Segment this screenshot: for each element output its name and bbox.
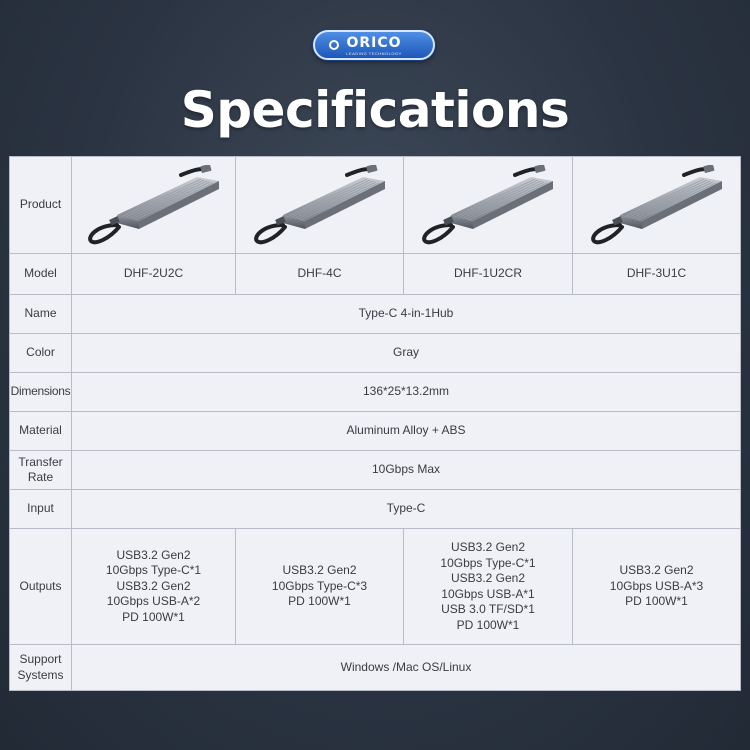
brand-name: ORICO xyxy=(346,35,402,51)
outputs-cell xyxy=(72,529,236,645)
name-row xyxy=(10,295,741,334)
spec-table xyxy=(9,156,741,691)
model-value: DHF-4C xyxy=(236,254,404,295)
dimensions-value: 136*25*13.2mm xyxy=(72,373,741,412)
product-cell xyxy=(404,157,573,254)
output-line: USB 3.0 TF/SD*1 xyxy=(441,602,535,616)
output-line: 10Gbps USB-A*3 xyxy=(609,578,704,593)
brand-tagline: LEADING TECHNOLOGY xyxy=(346,51,402,56)
usb-hub-icon xyxy=(74,165,233,245)
output-line: USB3.2 Gen2 xyxy=(116,547,191,562)
input-row xyxy=(10,490,741,529)
transfer-rate-value: 10Gbps Max xyxy=(72,451,741,490)
output-line: USB3.2 Gen2 xyxy=(619,563,694,578)
material-value: Aluminum Alloy + ABS xyxy=(72,412,741,451)
support-label-line2: Systems xyxy=(17,667,64,682)
color-label: Color xyxy=(10,334,72,373)
model-value: DHF-3U1C xyxy=(573,254,741,295)
model-row xyxy=(10,254,741,295)
orico-logo xyxy=(313,30,435,60)
support-systems-label xyxy=(10,645,72,691)
support-label-line1: Support xyxy=(19,652,62,666)
transfer-label-line2: Rate xyxy=(27,470,54,484)
output-line: USB3.2 Gen2 xyxy=(116,578,191,593)
usb-hub-icon xyxy=(575,165,738,245)
material-row xyxy=(10,412,741,451)
outputs-cell xyxy=(573,529,741,645)
output-line: USB3.2 Gen2 xyxy=(450,540,526,554)
transfer-label-line1: Transfer xyxy=(18,454,63,469)
product-cell xyxy=(236,157,404,254)
dimensions-label: Dimensions xyxy=(10,373,72,412)
input-value: Type-C xyxy=(72,490,741,529)
output-line: 10Gbps Type-C*3 xyxy=(271,578,368,593)
product-row xyxy=(10,157,741,254)
output-line: PD 100W*1 xyxy=(625,594,688,609)
input-label: Input xyxy=(10,490,72,529)
outputs-cell xyxy=(404,529,573,645)
product-cell xyxy=(573,157,741,254)
usb-hub-icon xyxy=(406,165,570,245)
model-value: DHF-2U2C xyxy=(72,254,236,295)
support-systems-value: Windows /Mac OS/Linux xyxy=(72,645,741,691)
output-line: 10Gbps USB-A*1 xyxy=(441,586,535,601)
model-value: DHF-1U2CR xyxy=(404,254,573,295)
name-label: Name xyxy=(10,295,72,334)
color-row xyxy=(10,334,741,373)
name-value: Type-C 4-in-1Hub xyxy=(72,295,741,334)
transfer-rate-label xyxy=(10,451,72,490)
output-line: 10Gbps Type-C*1 xyxy=(105,563,202,578)
outputs-cell xyxy=(236,529,404,645)
output-line: 10Gbps USB-A*2 xyxy=(106,594,201,609)
output-line: PD 100W*1 xyxy=(122,609,185,624)
color-value: Gray xyxy=(72,334,741,373)
model-label: Model xyxy=(10,254,72,295)
output-line: PD 100W*1 xyxy=(456,617,520,632)
dimensions-row xyxy=(10,373,741,412)
product-label: Product xyxy=(10,157,72,254)
support-systems-row xyxy=(10,645,741,691)
output-line: USB3.2 Gen2 xyxy=(282,563,357,578)
product-cell xyxy=(72,157,236,254)
output-line: PD 100W*1 xyxy=(288,594,351,609)
page-title: Specifications xyxy=(180,81,570,139)
outputs-label: Outputs xyxy=(10,529,72,645)
output-line: USB3.2 Gen2 xyxy=(450,571,526,585)
transfer-rate-row xyxy=(10,451,741,490)
output-line: 10Gbps Type-C*1 xyxy=(440,555,536,570)
usb-hub-icon xyxy=(238,165,401,245)
material-label: Material xyxy=(10,412,72,451)
outputs-row xyxy=(10,529,741,645)
orico-logo-mark-icon xyxy=(329,40,339,50)
